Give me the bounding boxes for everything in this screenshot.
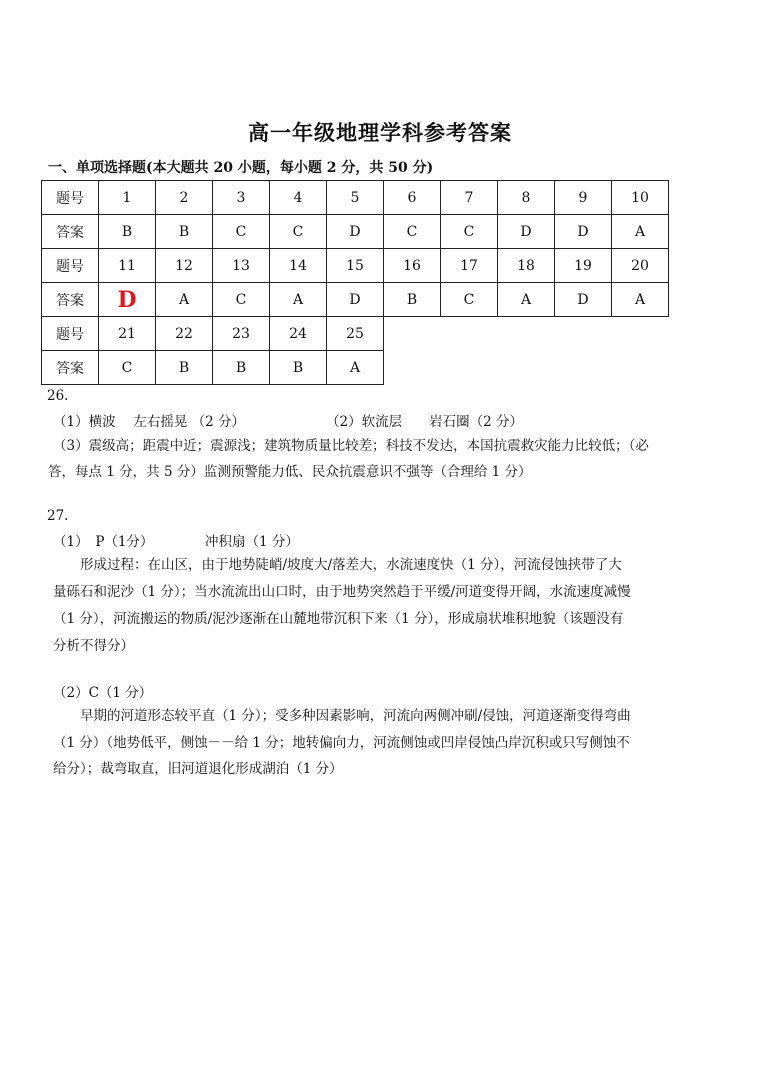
q26-part2: （2）软流层 岩石圈（2 分） <box>326 414 523 430</box>
answer-cell: C <box>384 215 441 249</box>
answer-row <box>42 351 669 385</box>
answer-cell: D <box>498 215 555 249</box>
answer-cell: C <box>441 215 498 249</box>
q27-part1-answer: 冲积扇（1 分） <box>205 534 299 550</box>
answer-cell: D <box>327 283 384 317</box>
q27-process-line2: 量砾石和泥沙（1 分）；当水流流出山口时，由于地势突然趋于平缓/河道变得开阔，水流速度减慢 <box>53 584 631 600</box>
question-number-cell: 2 <box>156 181 213 215</box>
q27-part2-line1: 早期的河道形态较平直（1 分）；受多种因素影响，河流向两侧冲刷/侵蚀，河道逐渐变得弯曲 <box>80 708 631 724</box>
number-row-label: 题号 <box>42 317 99 351</box>
answer-row-label: 答案 <box>42 215 99 249</box>
question-number-cell: 6 <box>384 181 441 215</box>
answer-cell: A <box>156 283 213 317</box>
q27-number: 27. <box>47 508 69 524</box>
answer-cell: D <box>555 283 612 317</box>
question-number-cell: 18 <box>498 249 555 283</box>
q27-part2-line2: （1 分）（地势低平，侧蚀－－给 1 分；地转偏向力，河流侧蚀或凹岸侵蚀凸岸沉积或只写侧蚀不 <box>53 735 630 751</box>
answer-cell: B <box>156 351 213 385</box>
answer-row <box>42 215 669 249</box>
question-number-cell: 14 <box>270 249 327 283</box>
q27-part2-line3: 给分）；裁弯取直，旧河道退化形成湖泊（1 分） <box>53 761 343 777</box>
answer-row <box>42 283 669 317</box>
q27-part1: （1） P（1分） <box>53 534 154 550</box>
answer-cell: C <box>213 215 270 249</box>
question-number-cell: 22 <box>156 317 213 351</box>
answer-cell: A <box>498 283 555 317</box>
answer-cell: A <box>270 283 327 317</box>
question-number-cell: 5 <box>327 181 384 215</box>
answer-cell: C <box>99 351 156 385</box>
question-number-cell: 9 <box>555 181 612 215</box>
question-number-cell: 11 <box>99 249 156 283</box>
question-number-cell: 23 <box>213 317 270 351</box>
answer-cell: A <box>327 351 384 385</box>
highlighted-answer: D <box>117 286 137 313</box>
question-number-cell: 20 <box>612 249 669 283</box>
number-row <box>42 181 669 215</box>
q26-part3-line2: 答，每点 1 分，共 5 分）监测预警能力低、民众抗震意识不强等（合理给 1 分） <box>48 464 532 480</box>
answer-row-label: 答案 <box>42 283 99 317</box>
answer-cell <box>99 283 156 317</box>
question-number-cell: 3 <box>213 181 270 215</box>
answer-table <box>41 180 669 385</box>
question-number-cell: 25 <box>327 317 384 351</box>
question-number-cell: 13 <box>213 249 270 283</box>
question-number-cell: 10 <box>612 181 669 215</box>
number-row-label: 题号 <box>42 249 99 283</box>
answer-cell: B <box>270 351 327 385</box>
question-number-cell: 24 <box>270 317 327 351</box>
q27-part2: （2）C（1 分） <box>53 685 153 701</box>
question-number-cell: 21 <box>99 317 156 351</box>
answer-row-label: 答案 <box>42 351 99 385</box>
answer-cell: D <box>555 215 612 249</box>
number-row <box>42 317 669 351</box>
answer-cell: C <box>213 283 270 317</box>
q27-process-line3: （1 分），河流搬运的物质/泥沙逐渐在山麓地带沉积下来（1 分），形成扇状堆积地貌（该题没有 <box>53 611 624 627</box>
answer-cell: C <box>441 283 498 317</box>
question-number-cell: 17 <box>441 249 498 283</box>
number-row <box>42 249 669 283</box>
question-number-cell: 4 <box>270 181 327 215</box>
question-number-cell: 1 <box>99 181 156 215</box>
question-number-cell: 7 <box>441 181 498 215</box>
section-heading: 一、单项选择题(本大题共 20 小题，每小题 2 分，共 50 分) <box>48 160 434 176</box>
answer-cell: B <box>156 215 213 249</box>
page-title: 高一年级地理学科参考答案 <box>248 120 512 145</box>
answer-cell: D <box>327 215 384 249</box>
question-number-cell: 12 <box>156 249 213 283</box>
question-number-cell: 16 <box>384 249 441 283</box>
answer-cell: B <box>384 283 441 317</box>
q27-process-line4: 分析不得分） <box>53 638 134 654</box>
answer-cell: B <box>99 215 156 249</box>
answer-cell: A <box>612 283 669 317</box>
q26-part1: （1）横波 左右摇晃 （2 分） <box>53 414 246 430</box>
answer-cell: B <box>213 351 270 385</box>
answer-cell: C <box>270 215 327 249</box>
q26-number: 26. <box>47 388 69 404</box>
question-number-cell: 15 <box>327 249 384 283</box>
question-number-cell: 19 <box>555 249 612 283</box>
q27-process-line1: 形成过程：在山区，由于地势陡峭/坡度大/落差大，水流速度快（1 分），河流侵蚀挟带了大 <box>80 557 622 573</box>
number-row-label: 题号 <box>42 181 99 215</box>
q26-part3-line1: （3）震级高；距震中近；震源浅；建筑物质量比较差；科技不发达，本国抗震救灾能力比较低；（必 <box>53 438 649 454</box>
answer-cell: A <box>612 215 669 249</box>
question-number-cell: 8 <box>498 181 555 215</box>
